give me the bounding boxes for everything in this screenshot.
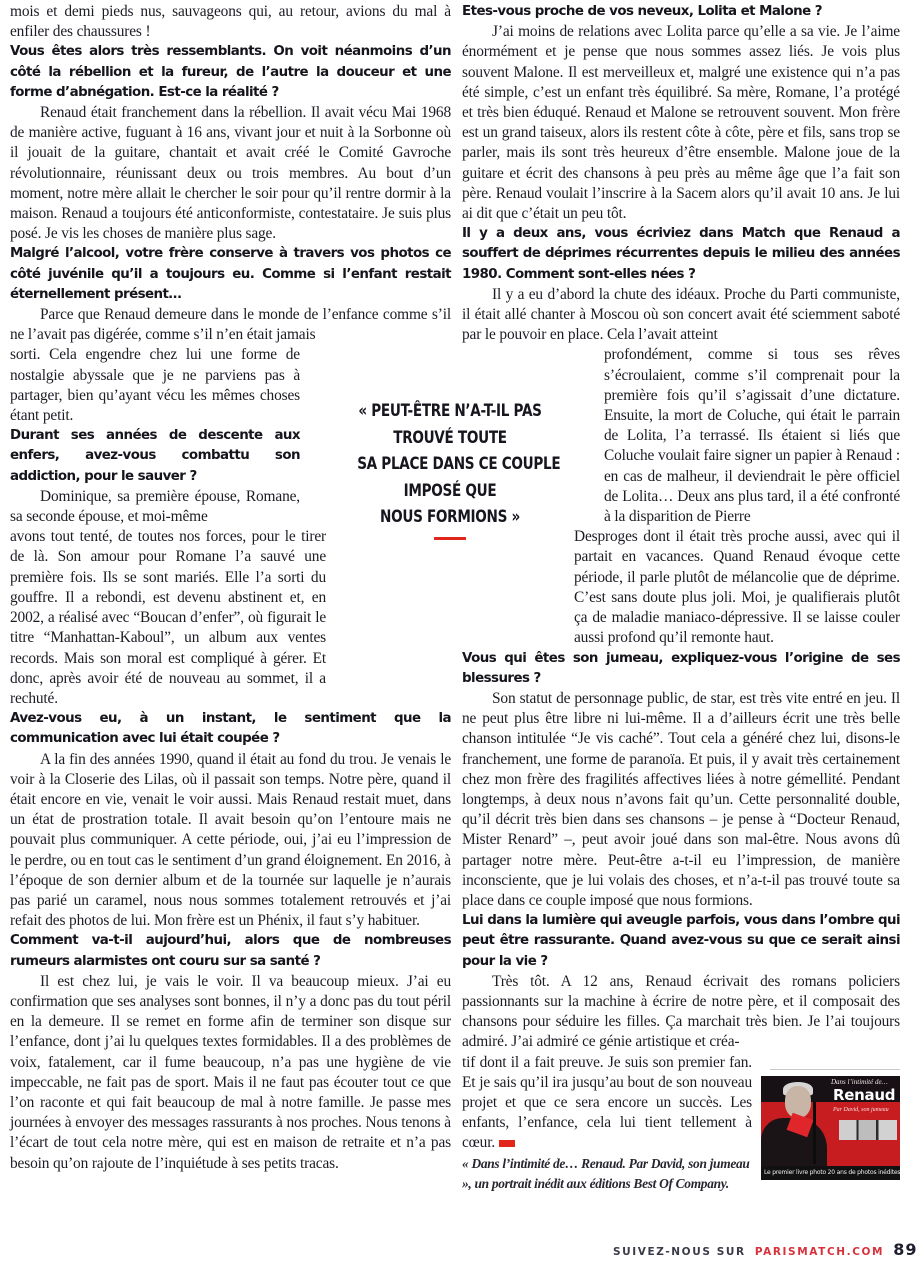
question-1: Vous êtes alors très ressemblants. On voit néanmoins d’un côté la rébellion et la fureur, de l’autre la douceur et une forme d’abnégation. Est-ce la réalité ? — [10, 44, 451, 100]
pull-quote-line: TROUVÉ TOUTE — [393, 427, 507, 448]
pull-quote-line: IMPOSÉ QUE — [403, 480, 497, 501]
question-6: Etes-vous proche de vos neveux, Lolita et Malone ? — [462, 4, 822, 19]
answer-3-narrow — [10, 487, 300, 527]
answer-8-text: Son statut de personnage public, de star, est très vite entré en jeu. Il ne peut plus être libre ni lui-même. Il a d’ailleurs écrit une très belle chanson intitulée “Je vis caché”. Tout cela a généré chez lui, disons-le franchement, une forme de paranoïa. Et puis, il y avait très certainement chez mon frère des fragilités affectives liées à notre gémellité. Pendant longtemps, à deux nous n’avons fait qu’un. Cette personnalité double, qu’il décrit très bien dans ses chansons – je pense à “Docteur Renaud, Mister Renard” –, peut avoir joué dans son mal-être. Nous avons dû partager notre mère. Peut-être a-t-il eu l’impression, de manière inconsciente, que je lui volais des choses, et n’a-t-il pas trouvé toute sa place dans ce couple imposé que nous formions. — [462, 689, 900, 909]
answer-7-narrow: profondément, comme si tous ses rêves s’écroulaient, comme s’il comprenait pour la première fois qu’il s’agissait d’une dictature. Ensuite, la mort de Coluche, qui était le parrain de Lolita, l’a terrassé. Ils étaient si liés que Coluche voulait faire signer un papier à Renaud : en cas de malheur, il deviendrait le père officiel de Lolita… Deux ans plus tard, il a été confronté à la disparition de Pierre — [604, 346, 900, 526]
answer-4-text: A la fin des années 1990, quand il était au fond du trou. Je venais le voir à la Closerie des Lilas, où il passait son temps. Notre père, quand il était encore en vie, venait le voir aussi. Mais Renaud restait muet, dans un état de prostration totale. Il avait besoin qu’on l’entoure mais ne pouvait plus communiquer. A cette période, oui, j’ai eu l’impression de le perdre, ou en tout cas le sentiment d’un grand éloignement. En 2016, à l’époque de son dernier album et de la tournée sur laquelle je n’aurais pas parié un caramel, nous nous sommes totalement retrouvés et j’ai refait des photos de lui. Mon frère est un Phénix, il faut s’y habituer. — [10, 750, 451, 930]
answer-2-narrow: sorti. Cela engendre chez lui une forme de nostalgie abyssale que je ne parviens pas à partager, bien qu’ayant vécu les mêmes choses étant petit. — [10, 346, 300, 425]
book-cover-image — [761, 1076, 900, 1180]
book-title: Renaud — [833, 1086, 896, 1104]
intro-paragraph: mois et demi pieds nus, sauvageons qui, au retour, avions du mal à enfiler des chaussures ! — [10, 3, 451, 41]
pull-quote-line: SA PLACE DANS CE COUPLE — [357, 454, 561, 474]
pull-quote-rule — [434, 537, 466, 540]
question-2: Malgré l’alcool, votre frère conserve à travers vos photos ce côté juvénile qu’il a toujours eu. Comme si l’enfant restait éternellement présent… — [10, 246, 451, 302]
question-4: Avez-vous eu, à un instant, le sentiment que la communication avec lui était coupée ? — [10, 711, 451, 747]
end-of-article-mark — [499, 1140, 515, 1147]
book-subtitle: Par David, son jumeau — [833, 1107, 889, 1113]
footer-site-link[interactable]: PARISMATCH.COM — [754, 1246, 885, 1258]
answer-2-full — [10, 305, 451, 345]
answer-7-full-text: Il y a eu d’abord la chute des idéaux. Proche du Parti communiste, il était allé chanter à Moscou où son concert avait été sciemment saboté par le pouvoir en place. Cela l’avait atteint — [462, 285, 900, 344]
answer-5-text: Il est chez lui, je vais le voir. Il va beaucoup mieux. J’ai eu confirmation que ses analyses sont bonnes, il n’y a donc pas du tout péril en la demeure. Il se remet en forme afin de terminer son disque sur l’enfance, dont j’ai lu quelques textes formidables. Il a des problèmes de voix, fatalement, car il fume beaucoup, n’a pas une hygiène de vie impeccable, ne fait pas de sport. Mais il ne faut pas écouter tout ce que l’on raconte et qui fait beaucoup de mal à notre famille. Je passe mes journées à envoyer des messages rassurants à nos proches. Nous tenons à l’écart de tout cela notre mère, qui est en maison de retraite et n’a pas besoin qu’on rajoute de l’inquiétude à ses petits tracas. — [10, 972, 451, 1172]
left-column — [10, 2, 451, 1174]
question-8: Vous qui êtes son jumeau, expliquez-vous l’origine de ses blessures ? — [462, 650, 900, 686]
singer-head — [785, 1086, 811, 1118]
footer-label: SUIVEZ-NOUS SUR — [613, 1246, 746, 1258]
answer-8 — [462, 689, 900, 911]
question-5: Comment va-t-il aujourd’hui, alors que de nombreuses rumeurs alarmistes ont couru sur sa santé ? — [10, 933, 451, 969]
pull-quote-line: « PEUT-ÊTRE N’A-T-IL PAS — [358, 401, 542, 421]
answer-1-text: Renaud était franchement dans la rébellion. Il avait vécu Mai 1968 de manière active, fuguant à 16 ans, vivant jour et nuit à la Sorbonne où il jouait de la guitare, chantait et avait créé le Comité Gavroche révolutionnaire, réunissant deux ou trois membres. Au bout d’un moment, notre mère allait le chercher le soir pour qu’il rentre dormir à la maison. Renaud a toujours été anticonformiste, contestataire. Je suis plus posé. Je vis les choses de manière plus sage. — [10, 104, 451, 243]
answer-6 — [462, 22, 900, 224]
answer-4 — [10, 750, 451, 932]
page-number: 89 — [893, 1240, 917, 1259]
question-3: Durant ses années de descente aux enfers, avez-vous combattu son addiction, pour le sauver ? — [10, 428, 300, 484]
answer-6-text: J’ai moins de relations avec Lolita parce qu’elle a sa vie. Je l’aime énormément et je pense que nous sommes assez liés. Je vois plus souvent Malone. Il est merveilleux et, malgré une existence qui n’a pas été simple, c’est un enfant très équilibré. Sa mère, Romane, l’a protégé et très bien éduqué. Renaud et Malone se retrouvent souvent. Mon frère est un grand taiseux, alors ils restent côte à côte, père et fils, sans trop se parler, mais ils sont très heureux d’être ensemble. Malone joue de la guitare et écrit des chansons à peu près au même âge que l’a fait son père. Renaud voulait l’inscrire à la Sacem alors qu’il avait 10 ans. Je lui ai dit que c’était un peu tôt. — [462, 23, 900, 223]
answer-7-full — [462, 285, 900, 346]
right-column — [462, 2, 900, 1194]
answer-3-narrow-text: Dominique, sa première épouse, Romane, sa seconde épouse, et moi-même — [10, 487, 300, 526]
microphone-stand — [813, 1102, 816, 1164]
book-photo-strip — [839, 1120, 897, 1140]
answer-2-full-text: Parce que Renaud demeure dans le monde de l’enfance comme s’il ne l’avait pas digérée, comme s’il n’en était jamais — [10, 306, 451, 344]
answer-7-rest: Desproges dont il était très proche aussi, avec qui il partait en vacances. Quand Renaud évoque cette période, il parle plutôt de mélancolie que de déprime. C’est sans doute plus joli. Moi, je qualifierais plutôt ça de maladie maniaco-dépressive. Il se laisse couler aussi profond qu’il remonte haut. — [574, 528, 900, 647]
answer-9-narrow-text: tif dont il a fait preuve. Je suis son premier fan. Et je sais qu’il ira jusqu’au bout de son nouveau projet et que ce sera encore un succès. Les enfants, l’enfance, cela lui tient tellement à cœur. — [462, 1053, 752, 1152]
question-9: Lui dans la lumière qui aveugle parfois, vous dans l’ombre qui peut être rassurante. Quand avez-vous su que ce serait ainsi pour la vie ? — [462, 913, 900, 969]
pull-quote-line: NOUS FORMIONS » — [380, 507, 520, 527]
book-kicker: Dans l’intimité de… — [831, 1078, 888, 1086]
answer-1 — [10, 103, 451, 244]
question-7: Il y a deux ans, vous écriviez dans Match que Renaud a souffert de déprimes récurrentes depuis le milieu des années 1980. Comment sont-elles nées ? — [462, 226, 900, 282]
book-strip-text: Le premier livre photo 20 ans de photos inédites — [764, 1169, 901, 1176]
answer-9-full — [462, 972, 900, 1053]
book-caption: « Dans l’intimité de… Renaud. Par David, son jumeau », un portrait inédit aux éditions Best Of Company. — [462, 1155, 750, 1191]
pull-quote — [334, 398, 566, 531]
page-footer — [613, 1240, 917, 1259]
answer-3-full: avons tout tenté, de toutes nos forces, pour le tirer de là. Son amour pour Romane l’a sauvé une première fois. Ils se sont mariés. Elle l’a sorti du gouffre. Il a rebondi, est devenu abstinent et, en 2002, a réalisé avec “Boucan d’enfer”, où figurait le titre “Manhattan-Kaboul”, un album aux ventes records. Mais son moral est compliqué à gérer. Et donc, après avoir été de nouveau au sommet, il a rechuté. — [10, 528, 326, 707]
answer-5 — [10, 972, 451, 1174]
answer-9-full-text: Très tôt. A 12 ans, Renaud écrivait des romans policiers passionnants sur la machine à écrire de notre père, et il composait des chansons pour séduire les filles. Ça marchait très bien. Je l’ai toujours admiré. J’ai admiré ce génie artistique et créa- — [462, 972, 900, 1051]
answer-9-narrow — [462, 1053, 752, 1154]
book-divider — [770, 1069, 900, 1070]
